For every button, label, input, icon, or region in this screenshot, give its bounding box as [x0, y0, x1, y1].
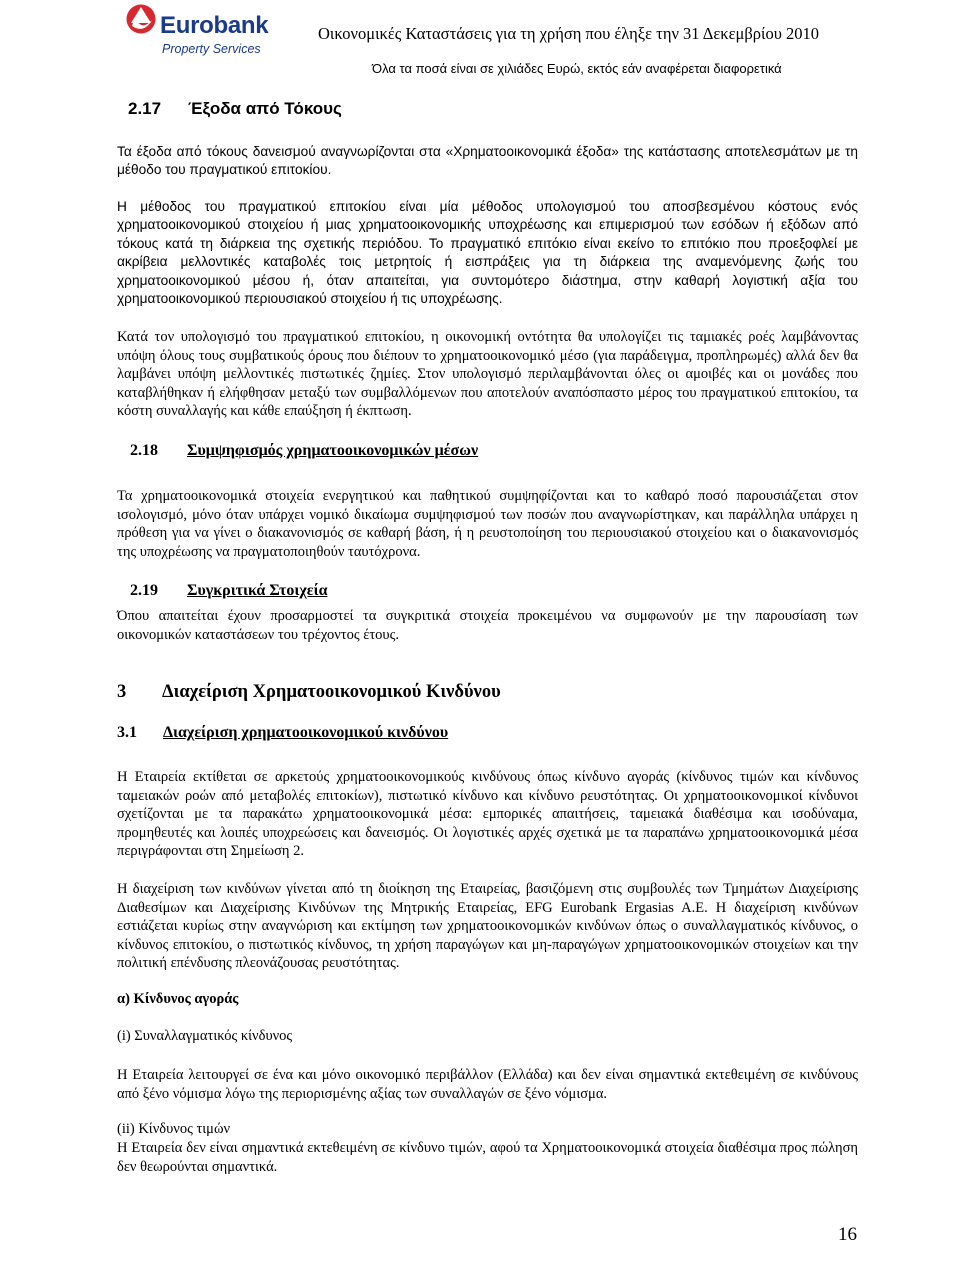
section-number: 3.1 [117, 724, 137, 741]
page-number: 16 [838, 1224, 857, 1245]
section-2-19-heading [130, 582, 328, 600]
paragraph: Η Εταιρεία λειτουργεί σε ένα και μόνο οικονομικό περιβάλλον (Ελλάδα) και δεν είναι σημαντικά εκτεθειμένη σε κινδύνους από ξένο νόμισμα λόγω της περιορισμένης αξίας των συναλλαγών σε ξένο νόμισμα. [117, 1067, 858, 1102]
paragraph: Η Εταιρεία δεν είναι σημαντικά εκτεθειμένη σε κίνδυνο τιμών, αφού τα Χρηματοοικονομικά στοιχεία διαθέσιμα προς πώληση δεν θεωρούνται σημαντικά. [117, 1140, 858, 1175]
paragraph: Η διαχείριση των κινδύνων γίνεται από τη διοίκηση της Εταιρείας, βασιζόμενη στις συμβουλές των Τμημάτων Διαχείρισης Διαθεσίμων και Διαχείρισης Κινδύνων της Μητρικής Εταιρείας, EFG Eurobank Ergasias A.E. Η διαχείριση κινδύνων εστιάζεται κυρίως στην αναγνώριση και εκτίμηση των χρηματοοικονομικών κινδύνων όπως ο συναλλαγματικός κίνδυνος, ο κίνδυνος επιτοκίου, ο πιστωτικός κίνδυνος, τη χρήση παραγώγων και μη-παραγώγων χρηματοοικονομικών στοιχείων και την πολιτική επένδυσης πλεονάζουσας ρευστότητας. [117, 881, 858, 971]
section-number: 2.18 [130, 442, 158, 459]
eurobank-logo [126, 2, 269, 62]
paragraph: Τα έξοδα από τόκους δανεισμού αναγνωρίζονται στα «Χρηματοοικονομικά έξοδα» της κατάστασης αποτελεσμάτων με τη μέθοδο του πραγματικού επιτοκίου. [117, 144, 858, 178]
document-header-note: Όλα τα ποσά είναι σε χιλιάδες Ευρώ, εκτός εάν αναφέρεται διαφορετικά [372, 61, 782, 76]
section-title: Διαχείριση Χρηματοοικονομικού Κινδύνου [162, 682, 501, 702]
section-number: 2.17 [128, 99, 162, 118]
paragraph: Η μέθοδος του πραγματικού επιτοκίου είναι μία μέθοδος υπολογισμού του αποσβεσμένου κόστους ενός χρηματοοικονομικού στοιχείου ή μιας χρηματοοικονομικής υποχρέωσης και επιμερισμού των εσόδων ή εξόδων από τόκους κατά τη διάρκεια της σχετικής περιόδου. Το πραγματικό επιτόκιο είναι εκείνο το επιτόκιο που προεξοφλεί με ακρίβεια μελλοντικές καταβολές τοις μετρητοίς ή εισπράξεις για τη διάρκεια της αναμενόμενης ζωής του χρηματοοικονομικού μέσου ή, όταν απαιτείται, για συντομότερο διάστημα, στην καθαρή λογιστική αξία του χρηματοοικονομικού περιουσιακού στοιχείου ή τις υποχρέωσης. [117, 199, 858, 307]
subheading-fx-risk: (i) Συναλλαγματικός κίνδυνος [117, 1028, 293, 1044]
paragraph: Όπου απαιτείται έχουν προσαρμοστεί τα συγκριτικά στοιχεία προκειμένου να συμφωνούν με την παρουσίαση των οικονομικών καταστάσεων του τρέχοντος έτους. [117, 608, 858, 643]
section-2-17-heading [128, 99, 342, 119]
section-title: Συγκριτικά Στοιχεία [187, 582, 328, 599]
section-number: 2.19 [130, 582, 158, 599]
section-3-1-heading [117, 724, 448, 742]
document-header-title: Οικονομικές Καταστάσεις για τη χρήση που έληξε την 31 Δεκεμβρίου 2010 [318, 24, 819, 43]
section-title: Διαχείριση χρηματοοικονομικού κινδύνου [163, 724, 449, 741]
brand-name: Eurobank [160, 12, 269, 39]
subheading-market-risk: α) Κίνδυνος αγοράς [117, 991, 239, 1007]
section-number: 3 [117, 682, 127, 702]
paragraph: Η Εταιρεία εκτίθεται σε αρκετούς χρηματοοικονομικούς κινδύνους όπως κίνδυνο αγοράς (κίνδυνος τιμών και κίνδυνος ταμειακών ροών από μεταβολές επιτοκίων), πιστωτικό κίνδυνο και κίνδυνο ρευστότητας. Οι χρηματοοικονομικοί κίνδυνοι σχετίζονται με τα παρακάτω χρηματοοικονομικά μέσα: εμπορικές απαιτήσεις, ταμειακά διαθέσιμα και ισοδύναμα, προμηθευτές και λοιπές υποχρεώσεις και δανεισμός. Οι λογιστικές αρχές σχετικά με τα παραπάνω χρηματοοικονομικά μέσα περιγράφονται στη Σημείωση 2. [117, 769, 858, 859]
section-title: Συμψηφισμός χρηματοοικονομικών μέσων [187, 442, 479, 459]
section-title: Έξοδα από Τόκους [188, 99, 342, 118]
paragraph: Κατά τον υπολογισμό του πραγματικού επιτοκίου, η οικονομική οντότητα θα υπολογίζει τις ταμιακές ροές λαμβάνοντας υπόψη όλους τους συμβατικούς όρους που διέπουν το χρηματοοικονομικό μέσο (για παράδειγμα, προπληρωμές) αλλά δεν θα λαμβάνει υπόψη μελλοντικές πιστωτικές ζημίες. Στον υπολογισμό περιλαμβάνονται όλες οι αμοιβές και οι μονάδες που καταβλήθηκαν ή ελήφθησαν μεταξύ των συμβαλλόμενων που αποτελούν αναπόσπαστο μέρος του πραγματικού επιτοκίου, τα κόστη συναλλαγής και κάθε επαύξηση ή έκπτωση. [117, 329, 858, 419]
section-3-heading [117, 682, 501, 703]
paragraph: Τα χρηματοοικονομικά στοιχεία ενεργητικού και παθητικού συμψηφίζονται και το καθαρό ποσό παρουσιάζεται στον ισολογισμό, μόνο όταν υπάρχει νομικό δικαίωμα συμψηφισμού των ποσών που αναγνωρίστηκαν, και παράλληλα υπάρχει η πρόθεση για να γίνει ο διακανονισμός σε καθαρή βάση, ή η ρευστοποίηση του περιουσιακού στοιχείου και ο διακανονισμός της υποχρέωσης να πραγματοποιηθούν ταυτόχρονα. [117, 488, 858, 560]
brand-subtitle: Property Services [162, 42, 261, 56]
eurobank-emblem-icon [126, 2, 156, 36]
section-2-18-heading [130, 442, 478, 460]
subheading-price-risk: (ii) Κίνδυνος τιμών [117, 1121, 231, 1137]
